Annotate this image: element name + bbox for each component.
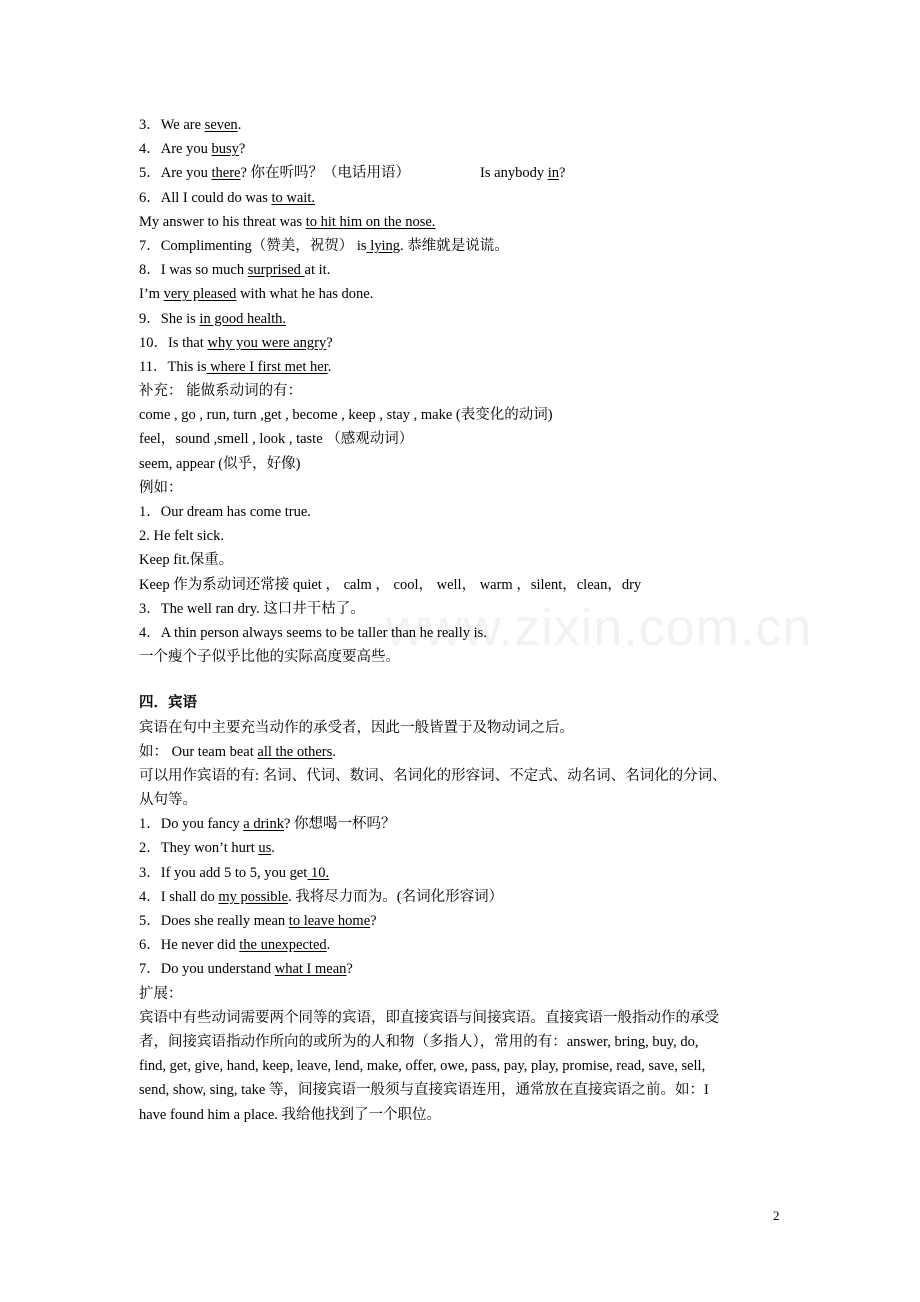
underlined-text: in good health. (199, 310, 287, 327)
text-line: 可以用作宾语的有: 名词、代词、数词、名词化的形容词、不定式、动名词、名词化的分词、 (139, 767, 727, 784)
example-line (139, 186, 787, 210)
text: I’m (139, 286, 164, 303)
text: 4．I shall do (139, 888, 219, 905)
underlined-text: surprised (247, 262, 305, 279)
underlined-text: there (211, 165, 241, 182)
spacer (139, 669, 787, 691)
underlined-text: us (258, 840, 272, 857)
text-line: 者，间接宾语指动作所向的或所为的人和物（多指人），常用的有：answer, bring, buy, do, (139, 1033, 699, 1050)
example-line (139, 234, 787, 258)
text: 10．Is that (139, 334, 208, 351)
text-line: come , go , run, turn ,get , become , keep , stay , make (表变化的动词) (139, 407, 553, 424)
text: 6．He never did (139, 937, 240, 954)
underlined-text: what I mean (274, 961, 347, 978)
text: 3．If you add 5 to 5, you get (139, 864, 308, 881)
text-line: seem, appear (似乎，好像) (139, 455, 301, 472)
text: 4．Are you (139, 141, 212, 158)
example-line (139, 258, 787, 282)
text: with what he has done. (236, 286, 374, 303)
example-line (139, 210, 787, 234)
underlined-text: very pleased (163, 286, 237, 303)
text-line: 扩展： (139, 985, 183, 1002)
text: . 我将尽力而为。(名词化形容词） (288, 888, 504, 905)
text: 8．I was so much (139, 262, 248, 279)
text: at it. (304, 262, 331, 279)
text: . (327, 358, 332, 375)
text: Is anybody (480, 165, 548, 182)
underlined-text: all the others (257, 743, 333, 760)
text: . (326, 937, 331, 954)
example-line (139, 885, 787, 909)
underlined-text: lying (366, 237, 401, 254)
underlined-text: why you were angry (207, 334, 327, 351)
text-line: Keep 作为系动词还常接 quiet ， calm ， cool， well， warm ，silent，clean，dry (139, 576, 642, 593)
text-line: 从句等。 (139, 792, 197, 809)
text: 11．This is (139, 358, 207, 375)
example-line (139, 113, 787, 137)
text-line: have found him a place. 我给他找到了一个职位。 (139, 1106, 442, 1123)
underlined-text: to wait. (271, 189, 315, 206)
example-line (139, 909, 787, 933)
underlined-text: in (547, 165, 559, 182)
page-number: 2 (773, 1208, 780, 1223)
text: ? (238, 141, 246, 158)
text-line: 3．The well ran dry. 这口井干枯了。 (139, 600, 365, 617)
text-line: 宾语在句中主要充当动作的承受者，因此一般皆置于及物动词之后。 (139, 719, 574, 736)
page-content (139, 113, 787, 1127)
text: . (271, 840, 275, 857)
text: 5．Are you (139, 165, 212, 182)
example-line (139, 740, 787, 764)
text: 7．Complimenting（赞美，祝贺） is (139, 237, 367, 254)
watermark: www.zixin.com.cn (386, 599, 813, 657)
example-line (139, 161, 787, 185)
example-line (139, 836, 787, 860)
underlined-text: my possible (218, 888, 289, 905)
text: ? 你在听吗？（电话用语） (240, 165, 411, 182)
example-line (139, 812, 787, 836)
text: . (237, 117, 242, 133)
text: ? (370, 913, 377, 929)
text: ? (346, 961, 353, 978)
text-line: 2. He felt sick. (139, 528, 224, 545)
example-line (139, 933, 787, 957)
text: 如： Our team beat (139, 743, 258, 760)
text-line: find, get, give, hand, keep, leave, lend, make, offer, owe, pass, pay, play, promise, read, save, sell, (139, 1058, 706, 1075)
example-line (139, 957, 787, 981)
text: . (332, 743, 336, 760)
example-line (139, 282, 787, 306)
text-line: 1．Our dream has come true. (139, 504, 311, 520)
underlined-text: to hit him on the nose. (305, 213, 436, 230)
example-line (139, 861, 787, 885)
text: . 恭维就是说谎。 (400, 237, 509, 254)
example-line (139, 137, 787, 161)
text: 1．Do you fancy (139, 816, 244, 833)
text: 6．All I could do was (139, 189, 272, 206)
text: ? (559, 165, 566, 182)
text: 9．She is (139, 310, 200, 327)
text-line: 补充： 能做系动词的有： (139, 383, 303, 400)
underlined-text: busy (211, 141, 239, 158)
text: ? 你想喝一杯吗？ (283, 816, 396, 833)
text-line: feel，sound ,smell , look , taste （感观动词） (139, 431, 414, 448)
underlined-text: 10. (307, 864, 330, 881)
text: 2．They won’t hurt (139, 840, 259, 857)
text-line: 宾语中有些动词需要两个同等的宾语，即直接宾语与间接宾语。直接宾语一般指动作的承受 (139, 1009, 719, 1026)
text: 3．We are (139, 117, 205, 133)
text-line: send, show, sing, take 等，间接宾语一般须与直接宾语连用，通常放在直接宾语之前。如：I (139, 1082, 709, 1099)
underlined-text: to leave home (288, 913, 371, 929)
underlined-text: where I first met her (206, 358, 328, 375)
text-line: Keep fit.保重。 (139, 552, 234, 569)
text-line: 4．A thin person always seems to be taller than he really is. (139, 624, 487, 641)
text-line: 一个瘦个子似乎比他的实际高度要高些。 (139, 649, 400, 666)
text-line: 例如： (139, 479, 183, 496)
underlined-text: the unexpected (239, 937, 327, 954)
section-heading: 四．宾语 (139, 695, 197, 712)
text: My answer to his threat was (139, 213, 306, 230)
example-line (139, 331, 787, 355)
underlined-text: seven (204, 117, 238, 133)
underlined-text: a drink (243, 816, 284, 833)
text: 5．Does she really mean (139, 913, 289, 929)
example-line (139, 307, 787, 331)
text: ? (326, 334, 333, 351)
text: 7．Do you understand (139, 961, 275, 978)
example-line (139, 355, 787, 379)
